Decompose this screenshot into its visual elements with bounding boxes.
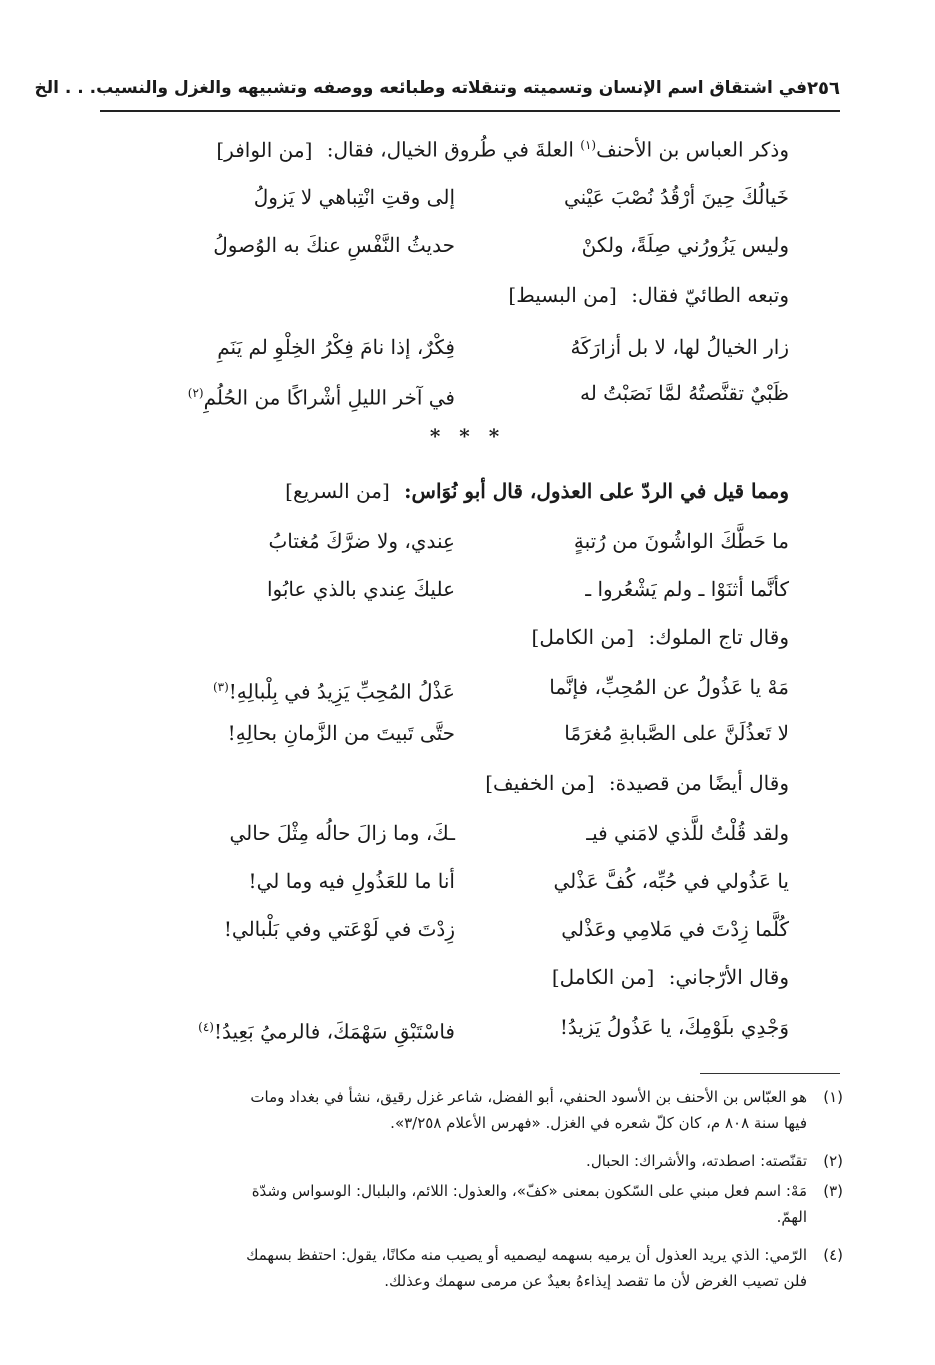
footnote-1 xyxy=(103,1084,843,1136)
verse-hemistich-left: عِندي، ولا ضرَّكَ مُغتابُ xyxy=(268,529,455,553)
footnote-text: فيها سنة ٨٠٨ م، كان كلّ شعره في الغزل. «فهرس الأعلام ٣/٢٥٨». xyxy=(390,1114,807,1132)
verse-hemistich-left: زِدْتَ في لَوْعَتي وفي بَلْبالي! xyxy=(223,917,455,941)
meter-label: [من الكامل] xyxy=(531,625,635,649)
header-divider xyxy=(100,110,840,112)
verse-hemistich-right: وَجْدِي بلَوْمِكَ، يا عَذُولُ يَزيدُ! xyxy=(559,1015,789,1039)
verse-text: في آخر الليلِ أشْراكًا من الحُلُمِ xyxy=(203,385,455,410)
verse-hemistich-right: لا تَعذُلَنَّ على الصَّبابةِ مُغرَمًا xyxy=(564,721,789,745)
footnote-ref-3: (٣) xyxy=(212,680,229,694)
footnote-ref-4: (٤) xyxy=(198,1020,214,1034)
section5-intro-text: وقال أيضًا من قصيدة: xyxy=(608,771,789,795)
meter-label: [من البسيط] xyxy=(508,283,617,307)
verse-hemistich-right: ما حَطَّكَ الواشُونَ من رُتبةٍ xyxy=(573,529,789,553)
verse-text: عَذْلُ المُحِبِّ يَزِيدُ في بِلْبالِهِ! xyxy=(228,679,455,704)
verse-hemistich-left: إلى وقتِ انْتِباهي لا يَزولُ xyxy=(253,185,455,209)
footnote-3 xyxy=(103,1178,843,1230)
section1-intro-text: وذكر العباس بن الأحنف xyxy=(596,137,789,162)
page-number: ٢٥٦ xyxy=(807,77,840,99)
verse-hemistich-left: عليكَ عِندي بالذي عابُوا xyxy=(266,577,455,601)
footnote-text: هو العبّاس بن الأحنف بن الأسود الحنفي، أبو الفضل، شاعر غزل رقيق، نشأ في بغداد ومات xyxy=(250,1088,807,1106)
verse-hemistich-right: يا عَذُولي في حُبِّه، كُفَّ عَذْلي xyxy=(553,869,789,893)
verse-hemistich-right: كُلَّما زِدْتَ في مَلامِي وعَذْلي xyxy=(561,917,789,941)
footnote-2 xyxy=(103,1148,843,1174)
section6-intro-text: وقال الأرّجاني: xyxy=(668,965,789,989)
verse-hemistich-left: فِكْرٌ، إذا نامَ فِكْرُ الخِلْوِ لم يَنَمِ xyxy=(217,335,455,359)
section-separator: * * * xyxy=(429,424,506,448)
footnote-ref-1: (١) xyxy=(580,138,597,152)
running-header xyxy=(34,72,840,104)
verse-text: فاسْتَبْقِ سَهْمَكَ، فالرميُ بَعِيدُ! xyxy=(213,1019,455,1044)
footnote-ref-2: (٢) xyxy=(187,386,204,400)
meter-label: [من السريع] xyxy=(285,479,390,503)
verse-hemistich-right: مَهْ يا عَذُولُ عن المُحِبِّ، فإنَّما xyxy=(549,675,789,699)
verse-hemistich-right: كأنَّما أثنَوْا ـ ولم يَشْعُروا ـ xyxy=(585,577,789,601)
footnote-number: (٣) xyxy=(823,1182,843,1200)
footnote-text: الرّمي: الذي يريد العذول أن يرميه بسهمه ليصميه أو يصيب منه مكانًا، يقول: احتفظ بسهمك xyxy=(246,1246,807,1264)
verse-hemistich-left xyxy=(145,378,455,413)
section2-intro xyxy=(508,280,789,310)
verse-hemistich-left xyxy=(145,672,455,707)
verse-hemistich-left: حديثُ النَّفْسِ عنكَ به الوُصولُ xyxy=(213,233,455,257)
section1-intro xyxy=(216,130,789,165)
meter-label: [من الكامل] xyxy=(551,965,655,989)
footnote-number: (٢) xyxy=(823,1152,843,1170)
footnote-text: مَهْ: اسم فعل مبني على السّكون بمعنى «كفّ»، والعذول: اللائم، والبلبال: الوسواس وشدّة xyxy=(251,1182,807,1200)
footnote-text: فلن تصيب الغرض لأن ما تقصد إيذاءهُ بعيدٌ عن مرمى سهمك وعذلك. xyxy=(384,1272,807,1290)
verse-hemistich-right: زار الخيالُ لها، لا بل أزارَكَهُ xyxy=(570,335,789,359)
footnote-number: (٤) xyxy=(823,1246,843,1264)
footnote-divider xyxy=(700,1073,840,1074)
verse-hemistich-left: أنا ما للعَذُولِ فيه وما لي! xyxy=(248,869,455,893)
footnote-4 xyxy=(103,1242,843,1294)
verse-hemistich-right: خَيالُكَ حِينَ أرْقُدُ نُصْبَ عَيْني xyxy=(564,185,789,209)
footnote-number: (١) xyxy=(823,1088,843,1106)
section6-intro xyxy=(552,962,789,992)
footnote-text: الهمّ. xyxy=(776,1208,807,1226)
running-title: في اشتقاق اسم الإنسان وتسميته وتنقلاته وطبائعه ووصفه وتشبيهه والغزل والنسيب. . . الخ xyxy=(34,78,808,98)
section4-intro xyxy=(532,622,789,652)
verse-hemistich-right: ولقد قُلْتُ للَّذي لامَني فيـ xyxy=(586,821,789,845)
section2-intro-text: وتبعه الطائيّ فقال: xyxy=(631,283,789,307)
verse-hemistich-left: حتَّى تَبيتَ من الزَّمانِ بحالِهِ! xyxy=(227,721,455,745)
verse-hemistich-left xyxy=(145,1012,455,1047)
footnote-text: تقنّصته: اصطدته، والأشراك: الحبال. xyxy=(586,1152,807,1170)
meter-label: [من الوافر] xyxy=(216,137,313,162)
section3-intro-text: ومما قيل في الردّ على العذول، قال أبو نُوَاس: xyxy=(404,479,789,503)
verse-hemistich-right: ظَبْيٌ تقنَّصتُهُ لمَّا نَصَبْتُ له xyxy=(579,381,789,405)
section5-intro xyxy=(485,768,789,798)
verse-hemistich-right: وليس يَزُورُني صِلَةً، ولكنْ xyxy=(581,233,789,257)
verse-hemistich-left: ـكَ، وما زالَ حالُه مِثْلَ حالي xyxy=(229,821,455,845)
section3-intro xyxy=(285,476,789,506)
section1-intro-rest: العلةَ في طُروق الخيال، فقال: xyxy=(326,137,581,162)
meter-label: [من الخفيف] xyxy=(485,771,595,795)
section4-intro-text: وقال تاج الملوك: xyxy=(648,625,789,649)
